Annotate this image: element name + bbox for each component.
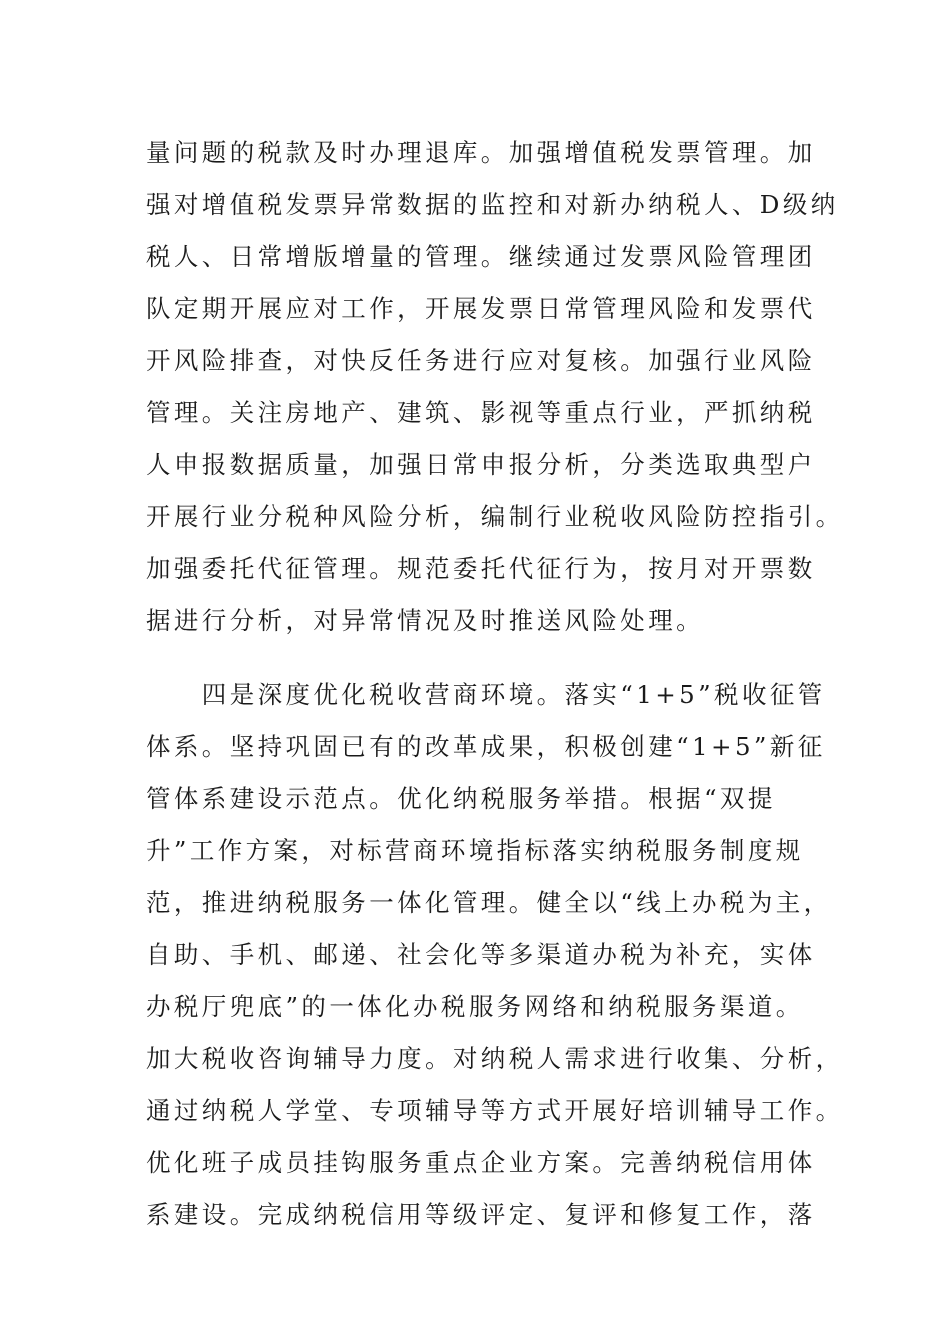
text-line: 加强委托代征管理。规范委托代征行为，按月对开票数	[146, 554, 816, 583]
text-line: 人申报数据质量，加强日常申报分析，分类选取典型户	[146, 450, 816, 479]
paragraph-business-environment	[146, 669, 844, 1241]
text-line: 队定期开展应对工作，开展发票日常管理风险和发票代	[146, 294, 816, 323]
text-line: 系建设。完成纳税信用等级评定、复评和修复工作，落	[146, 1200, 816, 1229]
text-line: 范，推进纳税服务一体化管理。健全以“线上办税为主，	[146, 888, 832, 917]
text-line: 优化班子成员挂钩服务重点企业方案。完善纳税信用体	[146, 1148, 816, 1177]
paragraph-tax-risk-management	[146, 127, 844, 647]
text-line: 开风险排查，对快反任务进行应对复核。加强行业风险	[146, 346, 816, 375]
text-line: 加大税收咨询辅导力度。对纳税人需求进行收集、分析，	[146, 1044, 844, 1073]
text-line: 通过纳税人学堂、专项辅导等方式开展好培训辅导工作。	[146, 1096, 844, 1125]
text-line: 体系。坚持巩固已有的改革成果，积极创建“1+5”新征	[146, 732, 826, 761]
text-line: 自助、手机、邮递、社会化等多渠道办税为补充，实体	[146, 940, 816, 969]
text-line: 管体系建设示范点。优化纳税服务举措。根据“双提	[146, 784, 776, 813]
text-line: 税人、日常增版增量的管理。继续通过发票风险管理团	[146, 242, 816, 271]
text-line: 量问题的税款及时办理退库。加强增值税发票管理。加	[146, 138, 816, 167]
text-line: 管理。关注房地产、建筑、影视等重点行业，严抓纳税	[146, 398, 816, 427]
text-line: 开展行业分税种风险分析，编制行业税收风险防控指引。	[146, 502, 844, 531]
text-line: 办税厅兜底”的一体化办税服务网络和纳税服务渠道。	[146, 992, 804, 1021]
document-page	[146, 127, 844, 1241]
text-line: 强对增值税发票异常数据的监控和对新办纳税人、D级纳	[146, 190, 839, 219]
text-line: 升”工作方案，对标营商环境指标落实纳税服务制度规	[146, 836, 804, 865]
text-line: 据进行分析，对异常情况及时推送风险处理。	[146, 606, 704, 635]
paragraph-spacer	[146, 647, 810, 669]
text-line: 四是深度优化税收营商环境。落实“1+5”税收征管	[146, 680, 826, 709]
